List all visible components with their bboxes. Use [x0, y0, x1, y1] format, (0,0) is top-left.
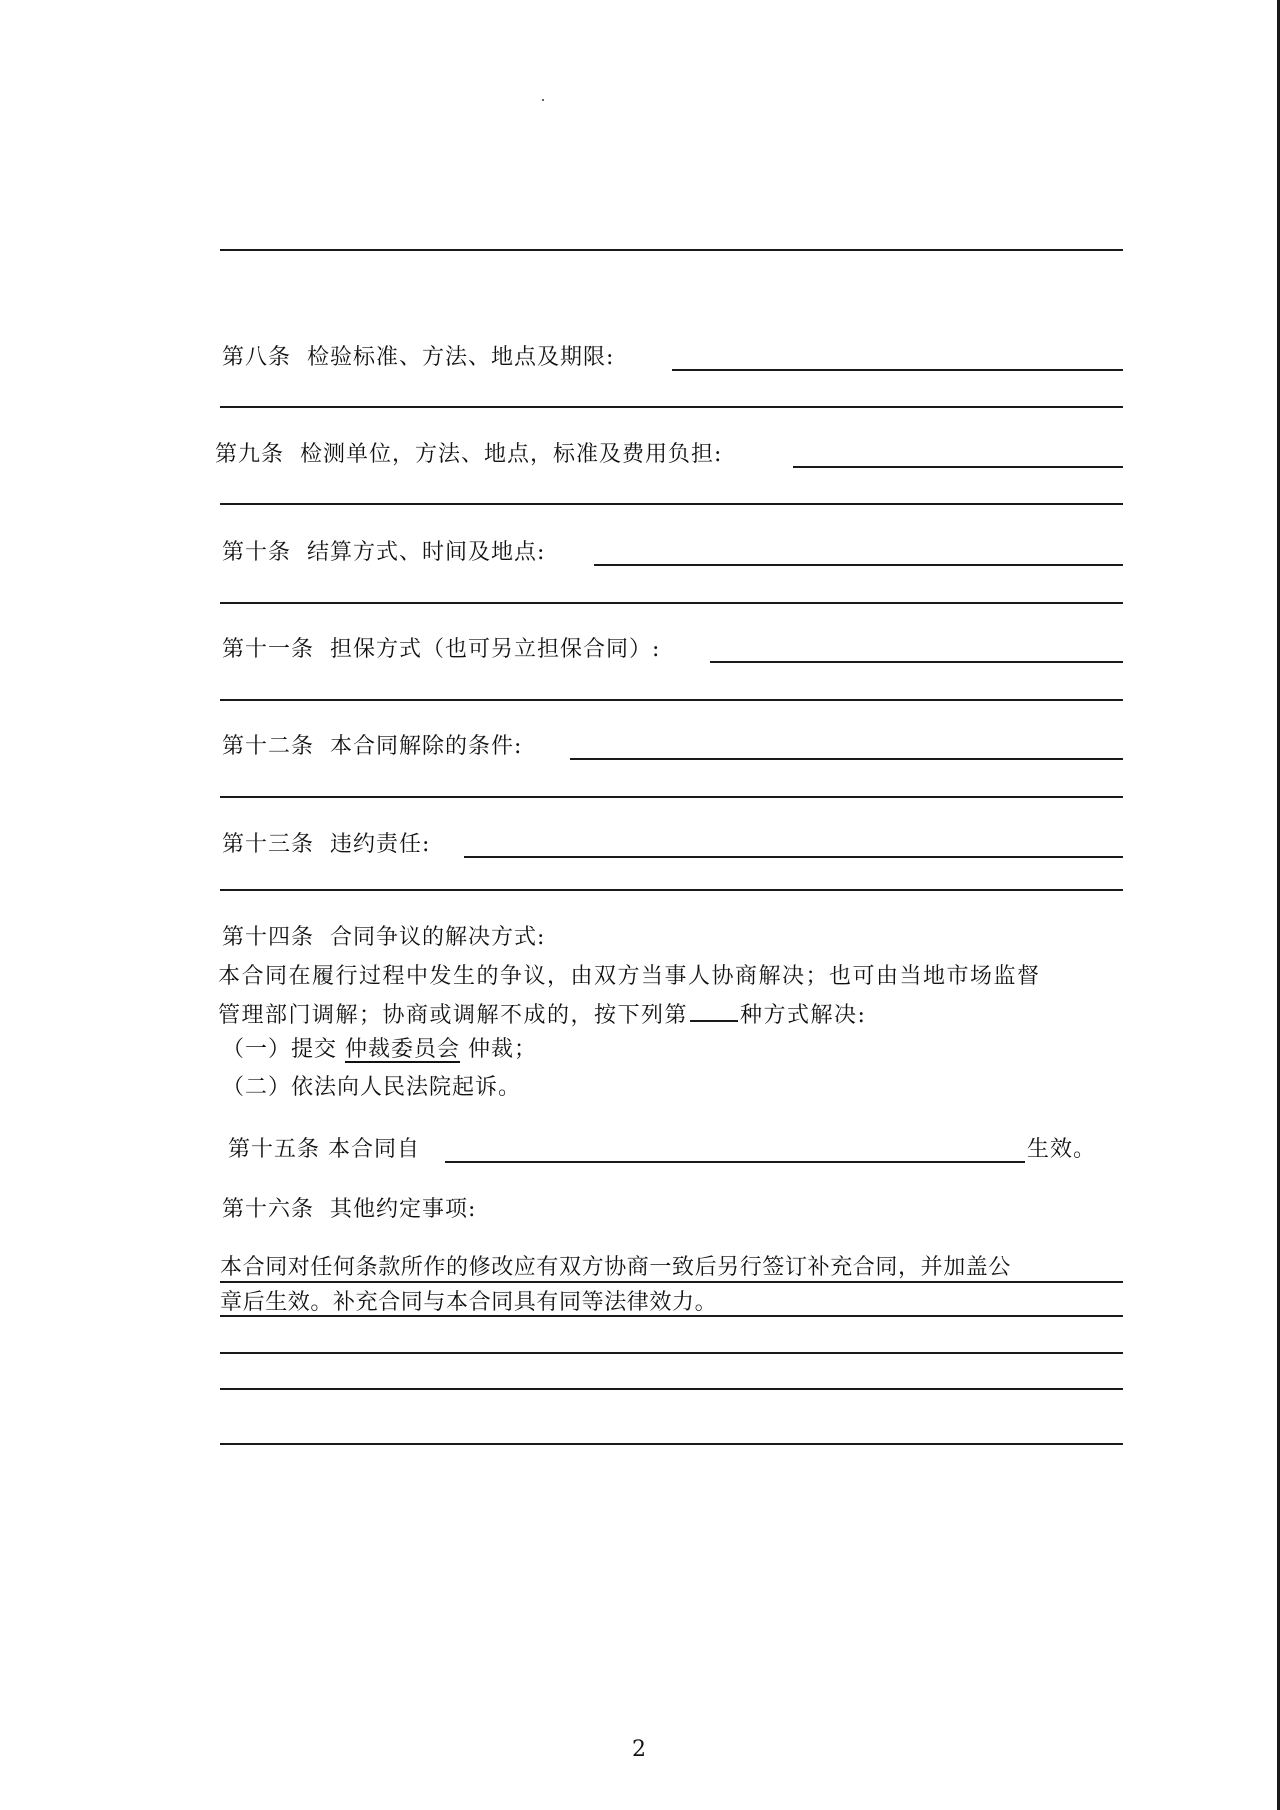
clause-8-fill-line[interactable] [220, 406, 1123, 408]
clause-16-underline-1 [220, 1281, 1123, 1283]
clause-15-effective-date-field[interactable] [445, 1161, 1025, 1163]
clause-9-label: 第九条 [215, 442, 285, 467]
clause-10-title: 结算方式、时间及地点: [307, 540, 546, 565]
option-1-post: 仲裁； [468, 1037, 538, 1062]
clause-16-title: 其他约定事项: [330, 1197, 477, 1222]
clause-10-fill-field[interactable] [594, 564, 1123, 566]
clause-13 [222, 831, 430, 859]
clause-11 [222, 636, 660, 664]
clause-11-title: 担保方式（也可另立担保合同）: [330, 637, 661, 662]
clause-16-underline-2 [220, 1315, 1123, 1317]
page-number: 2 [632, 1737, 646, 1762]
clause-9-fill-line[interactable] [220, 503, 1123, 505]
clause-16-fill-line-1[interactable] [220, 1352, 1123, 1354]
clause-14-label: 第十四条 [222, 925, 315, 950]
clause-16-body-line1: 本合同对任何条款所作的修改应有双方协商一致后另行签订补充合同，并加盖公 [220, 1255, 1012, 1280]
arbitration-committee-field[interactable]: 仲裁委员会 [345, 1037, 461, 1062]
clause-11-label: 第十一条 [222, 637, 315, 662]
clause-10-fill-line[interactable] [220, 602, 1123, 604]
clause-9-fill-field[interactable] [793, 466, 1123, 468]
clause-8 [222, 344, 614, 372]
clause-12-label: 第十二条 [222, 734, 315, 759]
clause-14-body-line1: 本合同在履行过程中发生的争议，由双方当事人协商解决；也可由当地市场监督 [218, 964, 1041, 989]
clause-14-body-line2-pre: 管理部门调解；协商或调解不成的，按下列第 [218, 1003, 689, 1028]
clause-13-label: 第十三条 [222, 832, 315, 857]
clause-13-title: 违约责任: [330, 832, 431, 857]
clause-12-fill-field[interactable] [570, 758, 1123, 760]
clause-16-body-line2: 章后生效。补充合同与本合同具有同等法律效力。 [220, 1290, 718, 1315]
clause-16-label: 第十六条 [222, 1197, 315, 1222]
clause-14-body-line2-post: 种方式解决: [740, 1003, 867, 1028]
clause-12 [222, 733, 522, 761]
clause-16-fill-line-2[interactable] [220, 1388, 1123, 1390]
clause-14-option-1 [222, 1036, 537, 1064]
clause-16-fill-line-3[interactable] [220, 1443, 1123, 1445]
clause-15-title-post: 生效。 [1027, 1137, 1097, 1162]
clause-14-body-line2 [218, 1000, 866, 1030]
clause-15 [228, 1136, 420, 1164]
clause-15-title-pre: 本合同自 [328, 1137, 421, 1162]
clause-11-fill-line[interactable] [220, 699, 1123, 701]
option-1-pre: （一）提交 [222, 1037, 338, 1062]
clause-14 [222, 924, 545, 952]
clause-12-title: 本合同解除的条件: [330, 734, 523, 759]
scan-speck [542, 99, 544, 101]
clause-8-label: 第八条 [222, 345, 292, 370]
clause-14-option-2: （二）依法向人民法院起诉。 [222, 1075, 522, 1100]
clause-16 [222, 1196, 476, 1224]
clause-12-fill-line[interactable] [220, 796, 1123, 798]
clause-13-fill-field[interactable] [464, 856, 1123, 858]
clause-9-title: 检测单位，方法、地点，标准及费用负担: [300, 442, 723, 467]
clause-10 [222, 539, 545, 567]
clause-14-title: 合同争议的解决方式: [330, 925, 546, 950]
fill-line [220, 249, 1123, 251]
clause-11-fill-field[interactable] [710, 661, 1123, 663]
clause-8-fill-field[interactable] [672, 369, 1123, 371]
clause-10-label: 第十条 [222, 540, 292, 565]
dispute-method-number-field[interactable] [690, 1000, 738, 1022]
clause-9 [215, 441, 722, 469]
clause-8-title: 检验标准、方法、地点及期限: [307, 345, 615, 370]
clause-15-label: 第十五条 [228, 1137, 321, 1162]
clause-13-fill-line[interactable] [220, 889, 1123, 891]
